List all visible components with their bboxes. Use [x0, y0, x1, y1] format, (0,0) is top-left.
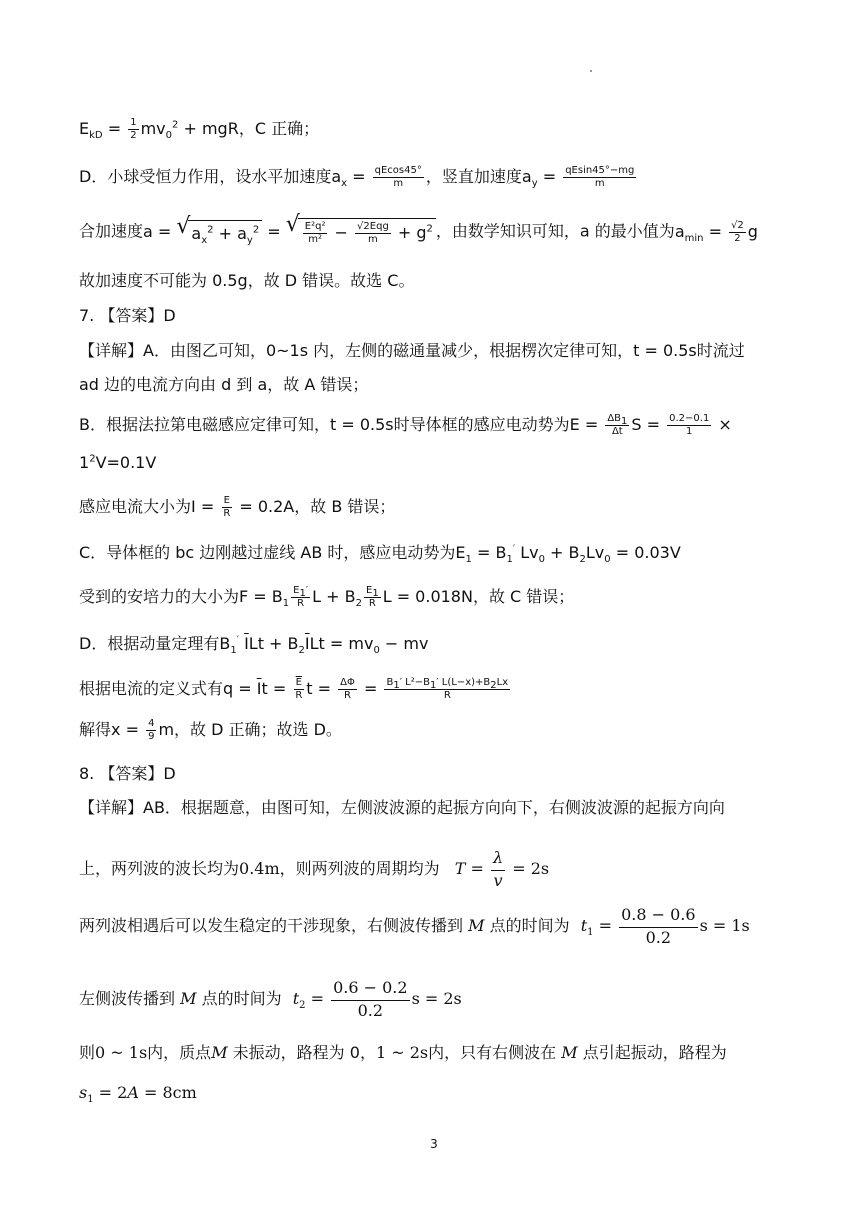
line-8-left-wave-time: 左侧波传播到 M 点的时间为 $t_2$ = $\frac{0.6 - 0.2}{0.2}$ s = 2s: [79, 978, 462, 1020]
line-d-acceleration: D．小球受恒力作用，设水平加速度$a_x$ = $\frac{qEcos45^\circ}{m}$ ，竖直加速度$a_y$ = $\frac{qEsin45^\circ-mg}{m}$: [79, 165, 635, 190]
line-7-d: D．根据动量定理有$B_1'$ $\overline{I}Lt + B_2\overline{I}Lt = mv_0$ − mv: [79, 634, 429, 657]
page-dot: [590, 70, 592, 72]
line-8-ab: 【详解】AB．根据题意，由图可知，左侧波波源的起振方向向下，右侧波波源的起振方向向: [79, 798, 725, 817]
line-8-path: 则0 ~ 1s内，质点M 未振动，路程为 0，1 ~ 2s内，只有右侧波在 M 点引起振动，路程为: [79, 1043, 727, 1062]
line-7-solution: 解得x = $\frac{4}{9}$ m，故 D 正确；故选 D。: [79, 718, 342, 742]
answer-7: 7. 【答案】D: [79, 306, 176, 325]
line-7-a-cont: ad 边的电流方向由 d 到 a，故 A 错误；: [79, 375, 369, 394]
line-7-charge: 根据电流的定义式有$q = \overline{I}t$ = $\frac{\overline{E}}{R}$ t = $\frac{\Delta\Phi}{R}$ = $\frac{B_1' L^2-B_1' L(L-x)+B_2Lx}{R}$: [79, 677, 509, 701]
line-7-ampere-force: 受到的安培力的大小为$F = B_1$ $\frac{E_1'}{R}$ $L + B_2$ $\frac{E_1}{R}$ L = 0.018N，故 C 错误；: [79, 585, 575, 610]
line-ekd: $E_{kD}$ = $\frac{1}{2}$ $mv_0^2$ + mgR，C 正确；: [79, 117, 320, 142]
line-8-period: 上，两列波的波长均为0.4m，则两列波的周期均为 T = $\frac{\lambda}{v}$ = 2s: [79, 848, 550, 890]
line-7-current: 感应电流大小为I = $\frac{E}{R}$ = 0.2A，故 B 错误；: [79, 495, 396, 519]
line-7-b-result: $1^2V=0.1V$: [79, 453, 157, 472]
answer-8: 8. 【答案】D: [79, 764, 176, 783]
line-combined-acceleration: 合加速度a = √ $a_x^2 + a_y^2$ = √ $\frac{\text{E²q²}}{\text{m²}}$ − $\frac{\text{√2Eqg}}{m}$ + $g^2$ ，由数学知识可知，a 的最小值为$a_{min}$ = $\frac{√2}{2}$ g: [79, 218, 808, 246]
line-8-s1: $s_1 = 2A = 8cm$: [79, 1083, 197, 1106]
line-7-a: 【详解】A．由图乙可知，0~1s 内，左侧的磁通量减少，根据楞次定律可知，t = 0.5s时流过: [79, 341, 745, 360]
line-7-c: C．导体框的 bc 边刚越过虚线 AB 时，感应电动势为$E_1 = B_1'$ $Lv_0 + B_2Lv_0 = 0.03V$: [79, 543, 681, 566]
line-7-b: B．根据法拉第电磁感应定律可知，t = 0.5s时导体框的感应电动势为E = $\frac{\Delta B_1}{\Delta t}$ S = $\frac{0.2-0.1}{1}$ ×: [79, 413, 732, 437]
page-number: 3: [430, 1137, 438, 1151]
line-8-right-wave-time: 两列波相遇后可以发生稳定的干涉现象，右侧波传播到 M 点的时间为 $t_1$ = $\frac{0.8 - 0.6}{0.2}$ s = 1s: [79, 905, 750, 947]
line-conclusion-c: 故加速度不可能为 0.5g，故 D 错误。故选 C。: [79, 271, 415, 290]
